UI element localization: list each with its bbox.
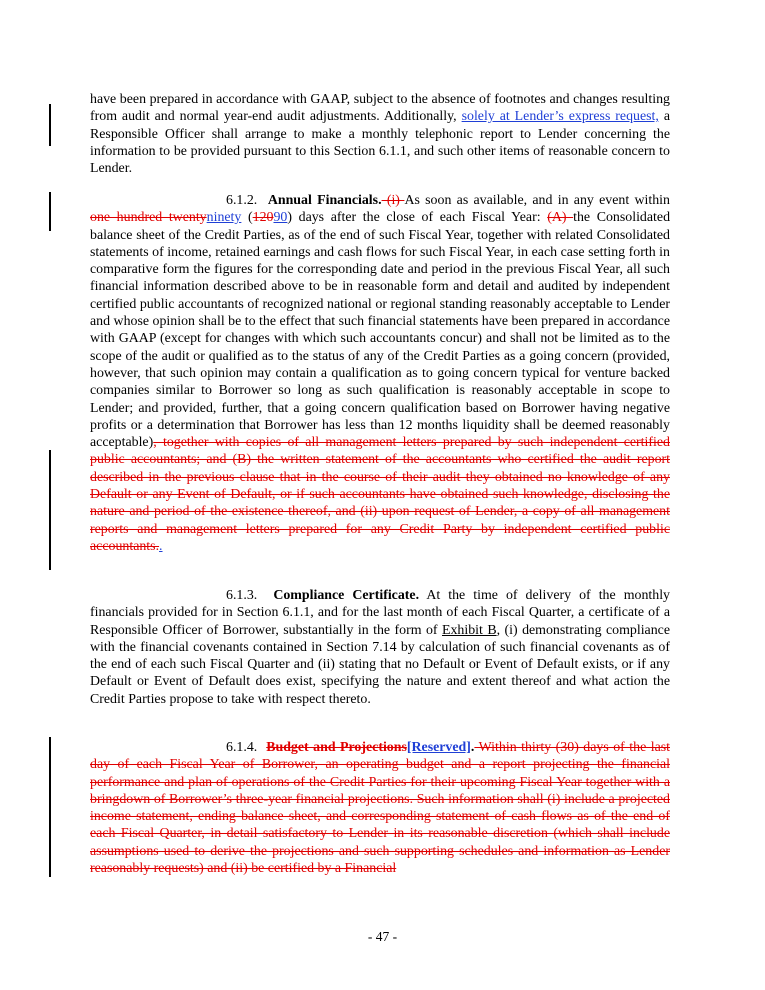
exhibit-reference: Exhibit B	[442, 622, 497, 638]
deleted-text: , together with copies of all management letters prepared by such independent certified public accountants; and (B) the written statement of the accountants who certified the audit report described in the previous clause that in the course of their audit they obtained no knowledge of any Default or any Event of Default, or if such accountants have obtained such knowledge, disclosing the nature and period of the existence thereof, and (ii) upon request of Lender, a copy of all management reports and management letters prepared for any Credit Party by independent certified public accountants.	[90, 435, 670, 554]
change-bar	[49, 450, 51, 570]
paragraph-continuation: have been prepared in accordance with GAAP, subject to the absence of footnotes and changes resulting from audit and normal year-end audit adjustments. Additionally, solely at Lender’s express request, a Responsible Officer shall arrange to make a monthly telephonic report to Lender concerning the information to be provided pursuant to this Section 6.1.1, and such other items of reasonable concern to Lender.	[90, 92, 670, 177]
deleted-text: 120	[252, 210, 274, 226]
section-heading: Annual Financials.	[267, 193, 382, 208]
inserted-text: .	[159, 538, 163, 554]
deleted-heading: Budget and Projections	[266, 740, 407, 755]
section-number: 6.1.4.	[226, 740, 258, 755]
deleted-text: (i)	[381, 193, 405, 208]
inserted-text: ninety	[206, 210, 242, 226]
inserted-text: solely at Lender’s express request,	[461, 109, 659, 125]
deleted-text: one hundred twenty	[90, 210, 207, 226]
section-6-1-3: 6.1.3. Compliance Certificate. At the time of delivery of the monthly financials provided for in Section 6.1.1, and for the last month of each Fiscal Quarter, a certificate of a Responsible Officer of Borrower, substantially in the form of Exhibit B, (i) demonstrating compliance with the financial covenants contained in Section 7.14 by calculation of such financial covenants as of the end of each such Fiscal Quarter and (ii) stating that no Default or Event of Default exists, or if any Default or Event of Default does exist, specifying the nature and extent thereof and what action the Credit Parties propose to take with respect thereto.	[90, 588, 671, 707]
deleted-text: Within thirty (30) days of the last day of each Fiscal Year of Borrower, an operating budget and a report projecting the financial performance and plan of operations of the Credit Parties for their upcoming Fiscal Year together with a bringdown of Borrower’s three-year financial projections. Such information shall (i) include a projected income statement, ending balance sheet, and corresponding statement of cash flows as of the end of each Fiscal Quarter, in detail satisfactory to Lender in its reasonable discretion (which shall include assumptions used to derive the projections and such supporting schedules and information as Lender reasonably requests) and (ii) be certified by a Financial	[90, 740, 670, 877]
section-number: 6.1.3.	[226, 588, 258, 603]
change-bar	[49, 192, 51, 231]
section-number: 6.1.2.	[226, 193, 258, 208]
deleted-text: (A)	[547, 210, 574, 226]
section-heading: Compliance Certificate.	[273, 588, 420, 603]
section-6-1-4: 6.1.4. Budget and Projections[Reserved]. Within thirty (30) days of the last day of each Fiscal Year of Borrower, an operating budget and a report projecting the financial performance and plan of operations of the Credit Parties for their upcoming Fiscal Year together with a bringdown of Borrower’s three-year financial projections. Such information shall (i) include a projected income statement, ending balance sheet, and corresponding statement of cash flows as of the end of each Fiscal Quarter, in detail satisfactory to Lender in its reasonable discretion (which shall include assumptions used to derive the projections and such supporting schedules and information as Lender reasonably requests) and (ii) be certified by a Financial	[90, 740, 670, 877]
change-bar	[49, 104, 51, 146]
change-bar	[49, 737, 51, 877]
section-6-1-2: 6.1.2. Annual Financials. (i) As soon as available, and in any event within one hundred twentyninety (12090) days after the close of each Fiscal Year: (A) the Consolidated balance sheet of the Credit Parties, as of the end of such Fiscal Year, together with related Consolidated statements of income, retained earnings and cash flows for such Fiscal Year, in each case setting forth in comparative form the figures for the corresponding date and period in the previous Fiscal Year, all such financial information described above to be in reasonable form and detail and audited by independent certified public accountants of recognized national or regional standing reasonably acceptable to Lender and whose opinion shall be to the effect that such financial statements have been prepared in accordance with GAAP (except for changes with which such accountants concur) and shall not be limited as to the scope of the audit or qualified as to the status of any of the Credit Parties as a going concern (provided, however, that such opinion may contain a qualification as to going concern typical for venture backed companies similar to Borrower so long as such qualification is reasonably acceptable in scope to Lender; and provided, further, that a going concern qualification based on Borrower having negative profits or a determination that Borrower has less than 12 months liquidity shall be deemed reasonably acceptable), together with copies of all management letters prepared by such independent certified public accountants; and (B) the written statement of the accountants who certified the audit report described in the previous clause that in the course of their audit they obtained no knowledge of any Default or any Event of Default, or if such accountants have obtained such knowledge, disclosing the nature and period of the existence thereof, and (ii) upon request of Lender, a copy of all management reports and management letters prepared for any Credit Party by independent certified public accountants..	[90, 193, 671, 554]
inserted-text: 90	[273, 210, 288, 226]
page-number: - 47 -	[367, 929, 398, 944]
inserted-heading: [Reserved]	[406, 740, 471, 755]
